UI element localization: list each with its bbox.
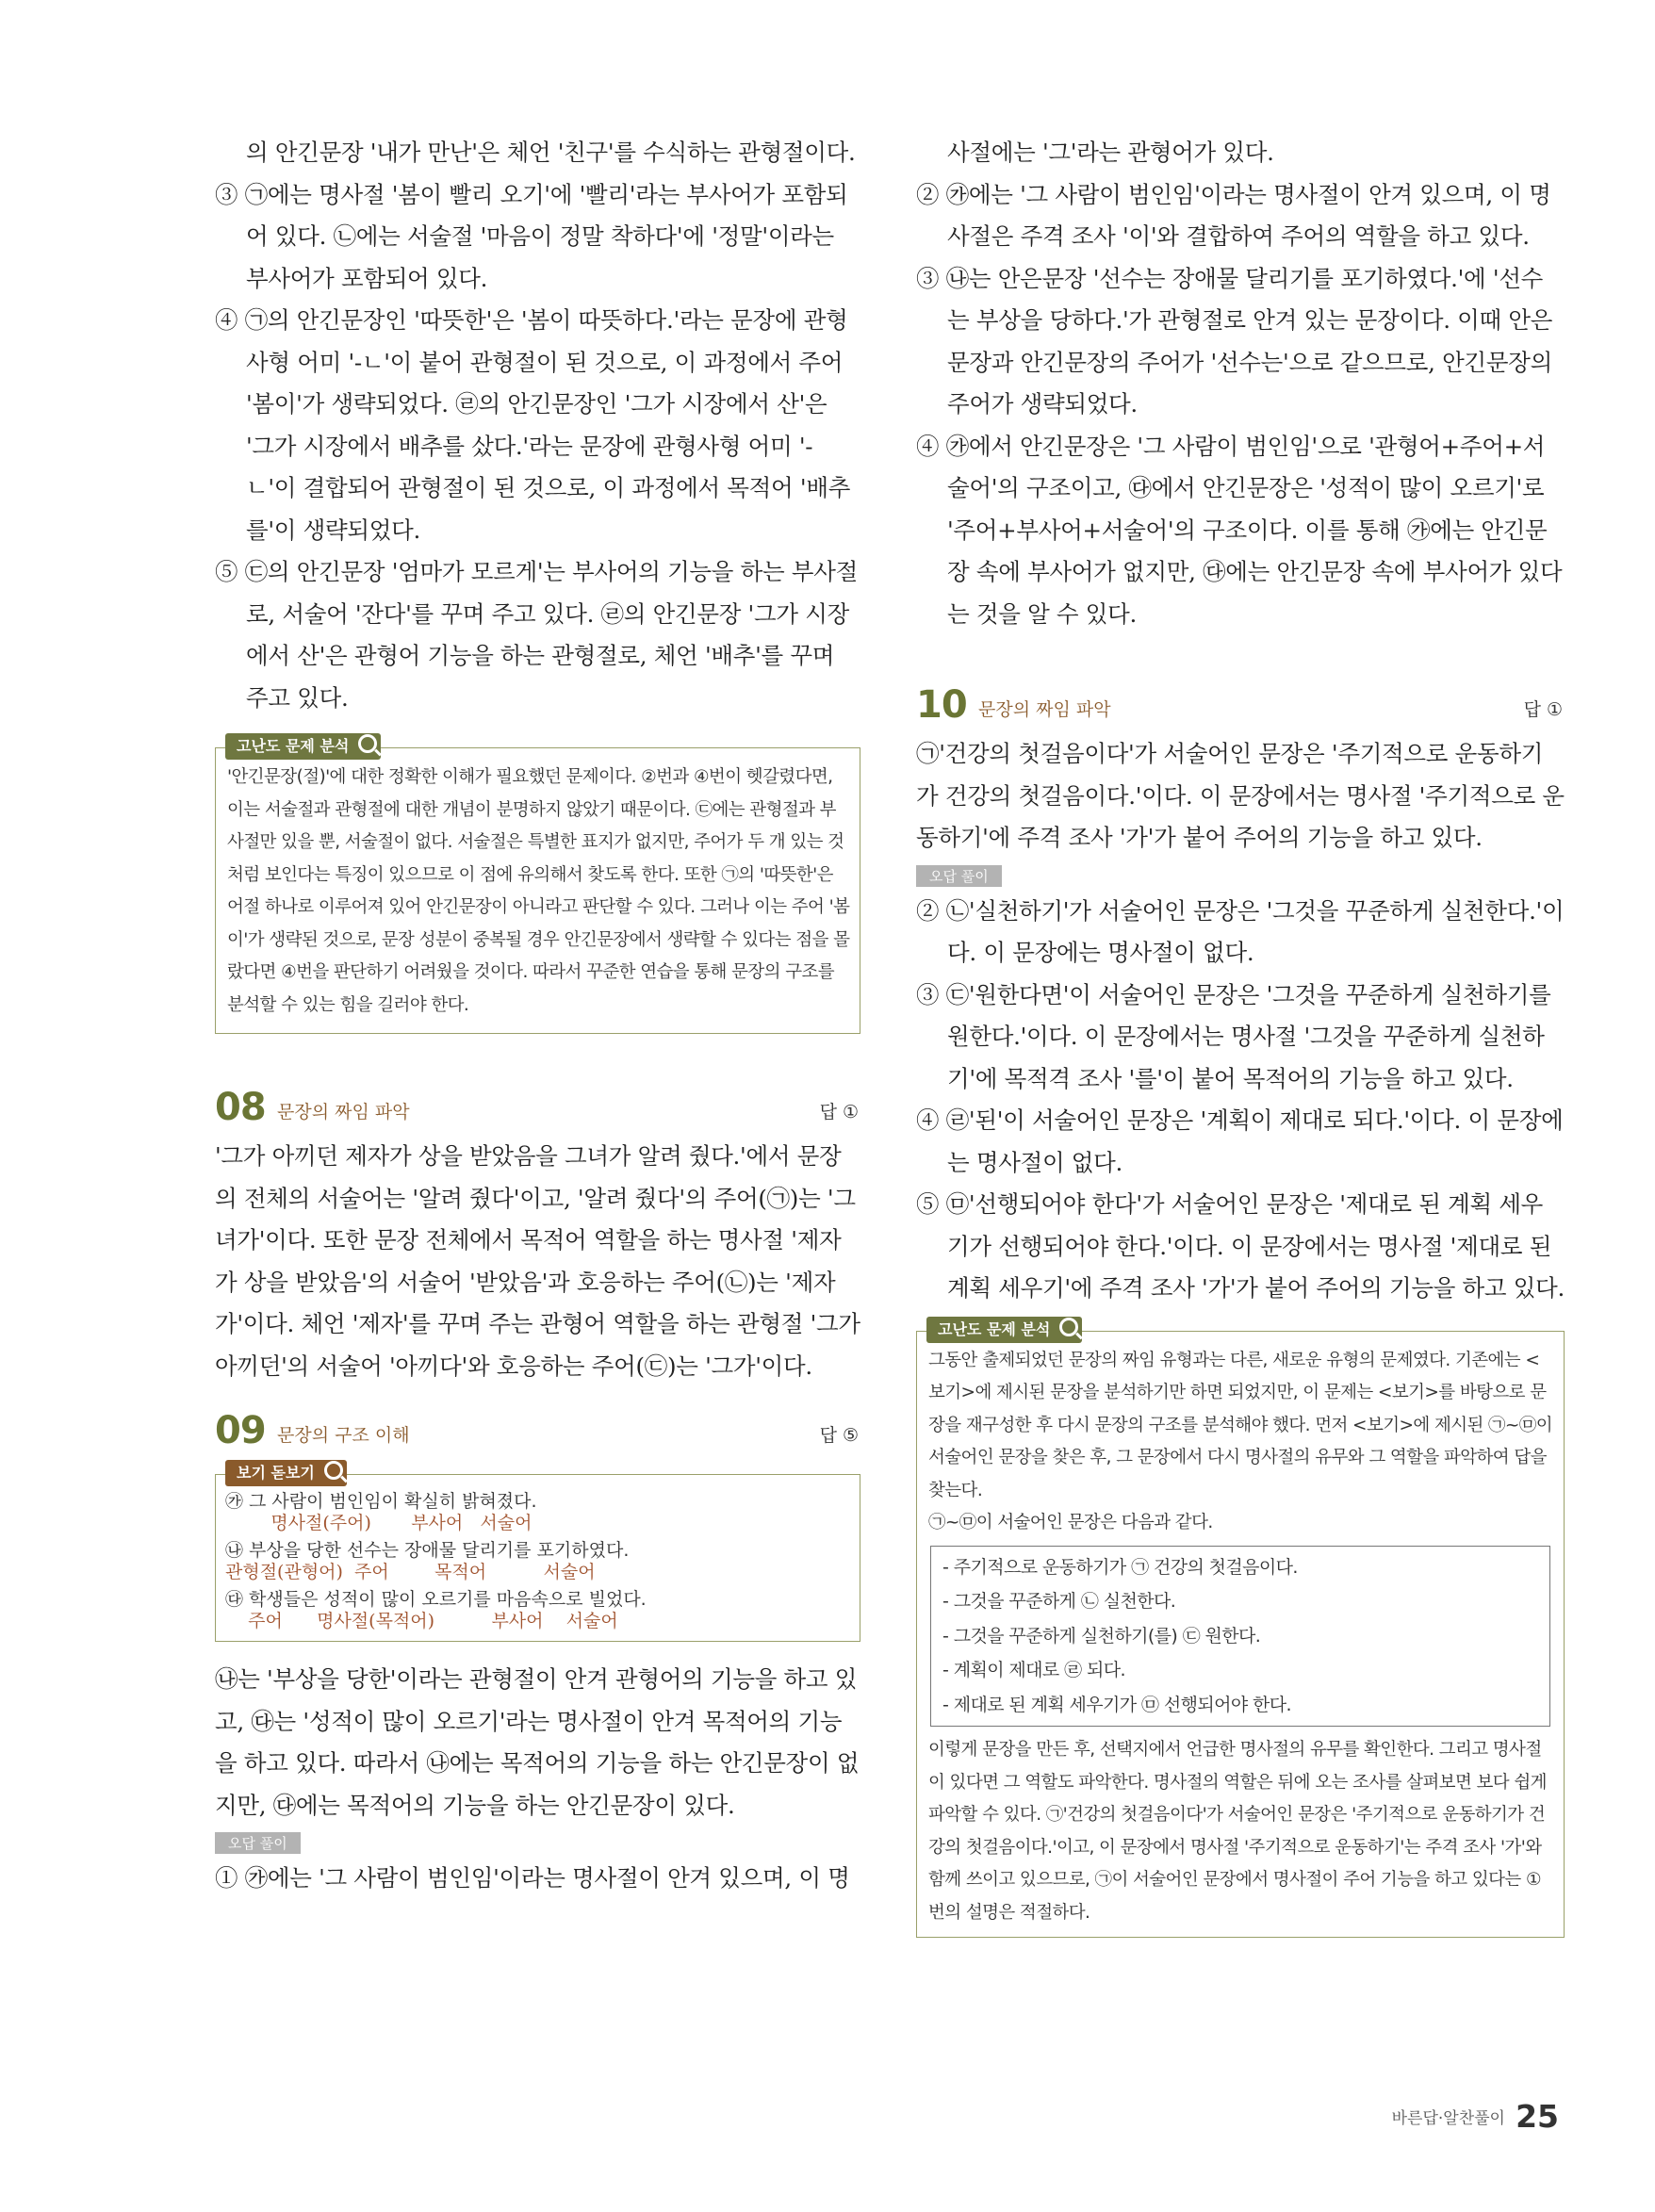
question-title: 문장의 구조 이해 — [277, 1425, 410, 1446]
footer-label: 바른답·알찬풀이 — [1391, 2109, 1505, 2128]
analysis-box — [215, 737, 860, 1034]
choice-1-explanation: ① ㉮에는 '그 사람이 범인임'이라는 명사절이 안겨 있으며, 이 명 — [215, 1864, 850, 1892]
question-09-body: ㉯는 '부상을 당한'이라는 관형절이 안겨 관형어의 기능을 하고 있고, ㉰는 '성적이 많이 오르기'라는 명사절이 안겨 목적어의 기능을 하고 있다. 따라서 ㉯에는 목적어의 기능을 하는 안긴문장이 없지만, ㉰에는 목적어의 기능을 하는 안긴문장이 있다. — [215, 1665, 860, 1819]
analysis-tab — [926, 1317, 1082, 1343]
sentence-list-item: - 제대로 된 계획 세우기가 ㉤ 선행되어야 한다. — [942, 1694, 1291, 1715]
choice-5-explanation: ⑤ ㉢의 안긴문장 '엄마가 모르게'는 부사어의 기능을 하는 부사절로, 서술어 '잔다'를 꾸며 주고 있다. ㉣의 안긴문장 '그가 시장에서 산'은 관형어 기능을 하는 관형절로, 체언 '배추'를 꾸며 주고 있다. — [215, 558, 858, 712]
question-10-body: ㉠'건강의 첫걸음이다'가 서술어인 문장은 '주기적으로 운동하기가 건강의 첫걸음이다.'이다. 이 문장에서는 명사절 '주기적으로 운동하기'에 주격 조사 '가'가 붙어 주어의 기능을 하고 있다. — [916, 740, 1565, 851]
question-08-body: '그가 아끼던 제자가 상을 받았음을 그녀가 알려 줬다.'에서 문장의 전체의 서술어는 '알려 줬다'이고, '알려 줬다'의 주어(㉠)는 '그녀가'이다. 또한 문장 전체에서 목적어 역할을 하는 명사절 '제자가 상을 받았음'의 서술어 '받았음'과 호응하는 주어(㉡)는 '제자가'이다. 체언 '제자'를 꾸며 주는 관형어 역할을 하는 관형절 '그가 아끼던'의 서술어 '아끼다'와 호응하는 주어(㉢)는 '그가'이다. — [215, 1142, 860, 1380]
choice-2-explanation: ② ㉡'실천하기'가 서술어인 문장은 '그것을 꾸준하게 실천한다.'이다. 이 문장에는 명사절이 없다. — [916, 896, 1565, 966]
bogi-sentence: ㉮ 그 사람이 범인임이 확실히 밝혀졌다. — [225, 1491, 537, 1512]
bogi-tab — [225, 1460, 347, 1486]
bogi-sentence: ㉯ 부상을 당한 선수는 장애물 달리기를 포기하였다. — [225, 1540, 630, 1561]
choice-3-explanation: ③ ㉯는 안은문장 '선수는 장애물 달리기를 포기하였다.'에 '선수는 부상을 당하다.'가 관형절로 안겨 있는 문장이다. 이때 안은문장과 안긴문장의 주어가 '선수는'으로 같으므로, 안긴문장의 주어가 생략되었다. — [916, 264, 1553, 418]
analysis-tab-label: 고난도 문제 분석 — [938, 1319, 1051, 1338]
question-08-header — [215, 1085, 860, 1130]
question-10-header — [916, 682, 1565, 728]
wrong-answer-label: 오답 풀이 — [215, 1832, 301, 1854]
analysis-text: '안긴문장(절)'에 대한 정확한 이해가 필요했던 문제이다. ②번과 ④번이 헷갈렸다면, 이는 서술절과 관형절에 대한 개념이 분명하지 않았기 때문이다. ㉢에는 관형절과 부사절만 있을 뿐, 서술절이 없다. 서술절은 특별한 표지가 없지만, 주어가 두 개 있는 것처럼 보인다는 특징이 있으므로 이 점에 유의해서 찾도록 한다. 또한 ㉠의 '따뜻한'은 어절 하나로 이루어져 있어 안긴문장이 아니라고 판단할 수 있다. 그러나 이는 주어 '봄이'가 생략된 것으로, 문장 성분이 중복될 경우 안긴문장에서 생략할 수 있다는 점을 몰랐다면 ④번을 판단하기 어려웠을 것이다. 따라서 꾸준한 연습을 통해 문장의 구조를 분석할 수 있는 힘을 길러야 한다. — [227, 767, 850, 1015]
bogi-tab-label: 보기 돋보기 — [237, 1464, 315, 1482]
sentence-list-box — [930, 1546, 1550, 1728]
question-title: 문장의 짜임 파악 — [277, 1102, 410, 1122]
page-number: 25 — [1516, 2098, 1559, 2135]
question-number: 08 — [215, 1086, 266, 1129]
right-column — [916, 132, 1565, 1938]
choice-3-explanation: ③ ㉠에는 명사절 '봄이 빨리 오기'에 '빨리'라는 부사어가 포함되어 있다. ㉡에는 서술절 '마음이 정말 착하다'에 '정말'이라는 부사어가 포함되어 있다. — [215, 180, 848, 292]
analysis-text: 이렇게 문장을 만든 후, 선택지에서 언급한 명사절의 유무를 확인한다. 그리고 명사절이 있다면 그 역할도 파악한다. 명사절의 역할은 뒤에 오는 조사를 살펴보면 보다 쉽게 파악할 수 있다. ㉠'건강의 첫걸음이다'가 서술어인 문장은 '주기적으로 운동하기가 건강의 첫걸음이다.'이고, 이 문장에서 명사절 '주기적으로 운동하기'는 주격 조사 '가'와 함께 쓰이고 있으므로, ㉠이 서술어인 문장에서 명사절이 주어 기능을 하고 있다는 ①번의 설명은 적절하다. — [928, 1740, 1547, 1923]
analysis-text: 그동안 출제되었던 문장의 짜임 유형과는 다른, 새로운 유형의 문제였다. 기존에는 <보기>에 제시된 문장을 분석하기만 하면 되었지만, 이 문제는 <보기>를 바탕으로 문장을 재구성한 후 다시 문장의 구조를 분석해야 했다. 먼저 <보기>에 제시된 ㉠~㉤이 서술어인 문장을 찾은 후, 그 문장에서 다시 명사절의 유무와 그 역할을 파악하여 답을 찾는다. — [928, 1350, 1553, 1500]
choice-2-explanation: ② ㉮에는 '그 사람이 범인임'이라는 명사절이 안겨 있으며, 이 명사절은 주격 조사 '이'와 결합하여 주어의 역할을 하고 있다. — [916, 180, 1551, 250]
bogi-pos: 주어 명사절(목적어) 부사어 서술어 — [225, 1611, 618, 1631]
magnifier-icon — [324, 1461, 343, 1480]
paragraph-continuation: 의 안긴문장 '내가 만난'은 체언 '친구'를 수식하는 관형절이다. — [246, 139, 856, 166]
question-answer: 답 ⑤ — [819, 1425, 859, 1446]
question-number: 10 — [916, 683, 967, 727]
analysis-tab-label: 고난도 문제 분석 — [237, 737, 350, 755]
analysis-tab — [225, 733, 381, 760]
wrong-answer-label: 오답 풀이 — [916, 865, 1002, 887]
question-answer: 답 ① — [819, 1102, 859, 1122]
page-footer — [1392, 2098, 1559, 2135]
choice-4-explanation: ④ ㉠의 안긴문장인 '따뜻한'은 '봄이 따뜻하다.'라는 문장에 관형사형 어미 '-ㄴ'이 붙어 관형절이 된 것으로, 이 과정에서 주어 '봄이'가 생략되었다. ㉣의 안긴문장인 '그가 시장에서 산'은 '그가 시장에서 배추를 샀다.'라는 문장에 관형사형 어미 '-ㄴ'이 결합되어 관형절이 된 것으로, 이 과정에서 목적어 '배추를'이 생략되었다. — [215, 306, 851, 544]
analysis-box — [916, 1319, 1565, 1939]
magnifier-icon — [358, 734, 377, 753]
bogi-pos: 명사절(주어) 부사어 서술어 — [225, 1513, 533, 1533]
question-number: 09 — [215, 1409, 266, 1452]
question-title: 문장의 짜임 파악 — [978, 699, 1111, 720]
sentence-list-item: - 계획이 제대로 ㉣ 되다. — [942, 1660, 1125, 1680]
paragraph-continuation: 사절에는 '그'라는 관형어가 있다. — [947, 139, 1274, 166]
question-answer: 답 ① — [1523, 699, 1563, 720]
sentence-list-item: - 주기적으로 운동하기가 ㉠ 건강의 첫걸음이다. — [942, 1556, 1298, 1578]
choice-3-explanation: ③ ㉢'원한다면'이 서술어인 문장은 '그것을 꾸준하게 실천하기를 원한다.'이다. 이 문장에서는 명사절 '그것을 꾸준하게 실천하기'에 목적격 조사 '를'이 붙어 목적어의 기능을 하고 있다. — [916, 980, 1551, 1092]
question-09-header — [215, 1408, 860, 1453]
bogi-box — [215, 1464, 860, 1642]
bogi-sentence: ㉰ 학생들은 성적이 많이 오르기를 마음속으로 빌었다. — [225, 1589, 647, 1610]
left-column — [215, 132, 860, 1900]
sentence-list-item: - 그것을 꾸준하게 실천하기(를) ㉢ 원한다. — [942, 1625, 1261, 1647]
choice-4-explanation: ④ ㉮에서 안긴문장은 '그 사람이 범인임'으로 '관형어+주어+서술어'의 구조이고, ㉰에서 안긴문장은 '성적이 많이 오르기'로 '주어+부사어+서술어'의 구조이다. 이를 통해 ㉮에는 안긴문장 속에 부사어가 없지만, ㉰에는 안긴문장 속에 부사어가 있다는 것을 알 수 있다. — [916, 432, 1563, 628]
choice-4-explanation: ④ ㉣'된'이 서술어인 문장은 '계획이 제대로 되다.'이다. 이 문장에는 명사절이 없다. — [916, 1106, 1564, 1176]
magnifier-icon — [1059, 1318, 1078, 1336]
sentence-list-item: - 그것을 꾸준하게 ㉡ 실천한다. — [942, 1591, 1176, 1612]
bogi-pos: 관형절(관형어) 주어 목적어 서술어 — [225, 1562, 596, 1582]
analysis-text: ㉠~㉤이 서술어인 문장은 다음과 같다. — [928, 1513, 1213, 1532]
choice-5-explanation: ⑤ ㉤'선행되어야 한다'가 서술어인 문장은 '제대로 된 계획 세우기가 선행되어야 한다.'이다. 이 문장에서는 명사절 '제대로 된 계획 세우기'에 주격 조사 '가'가 붙어 주어의 기능을 하고 있다. — [916, 1190, 1565, 1302]
